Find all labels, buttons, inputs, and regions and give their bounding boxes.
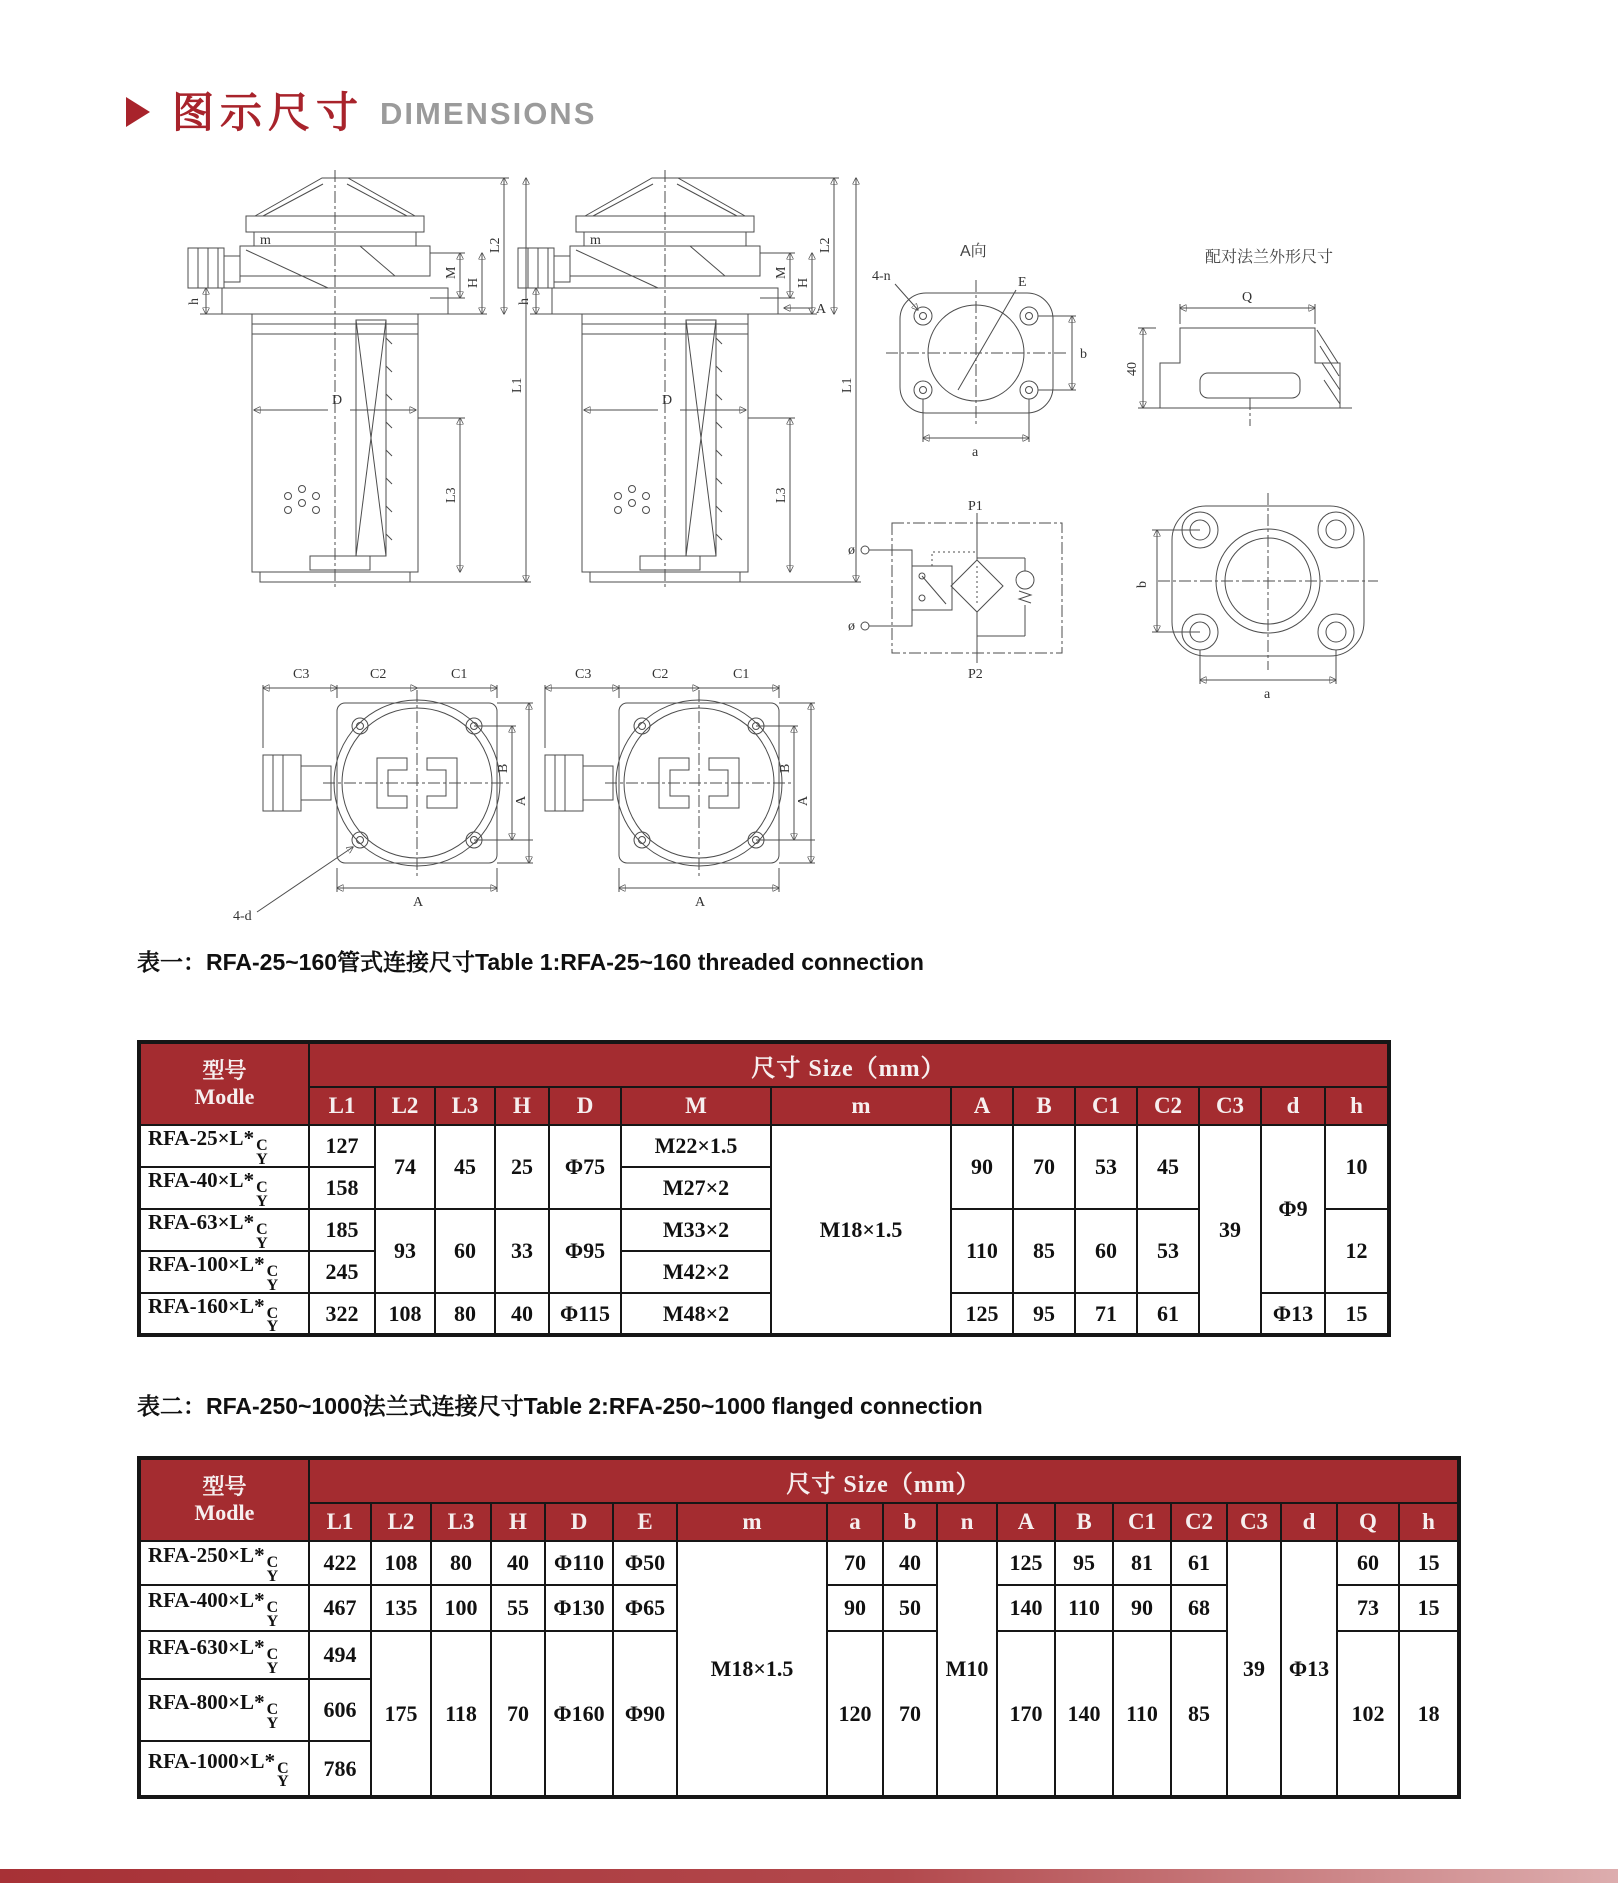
dim-label-D: D: [332, 393, 343, 408]
col-header-B: B: [1055, 1503, 1113, 1541]
col-header-d: d: [1261, 1087, 1325, 1125]
dim-label-M: M: [444, 266, 459, 279]
dim-cell: 70: [1013, 1125, 1075, 1209]
dim-cell: 81: [1113, 1541, 1171, 1585]
dim-label-E: E: [1018, 275, 1027, 290]
dim-cell: 245: [309, 1251, 375, 1293]
dim-cell: 80: [435, 1293, 495, 1335]
model-header: [139, 1042, 309, 1125]
col-header-A: A: [951, 1087, 1013, 1125]
dim-cell: 70: [883, 1631, 937, 1797]
table-row: [139, 1125, 1389, 1167]
dim-cell: 68: [1171, 1585, 1227, 1631]
dim-label-L1: L1: [510, 377, 525, 393]
model-cell: RFA-630×L* C Y: [139, 1631, 309, 1679]
dim-cell: 175: [371, 1631, 431, 1797]
dim-cell: 15: [1325, 1293, 1389, 1335]
dim-cell: M48×2: [621, 1293, 771, 1335]
model-header: [139, 1458, 309, 1541]
filter-top-view-1: [233, 667, 533, 924]
view-title: 配对法兰外形尺寸: [1205, 249, 1334, 266]
dim-cell: 90: [827, 1585, 883, 1631]
dim-cell: 55: [491, 1585, 545, 1631]
dim-label-h: h: [517, 298, 532, 305]
col-header-h: h: [1399, 1503, 1459, 1541]
model-cell: RFA-160×L* C Y: [139, 1293, 309, 1335]
dim-cell: 100: [431, 1585, 491, 1631]
model-cell: RFA-100×L* C Y: [139, 1251, 309, 1293]
dim-cell: 102: [1337, 1631, 1399, 1797]
dim-cell: 61: [1171, 1541, 1227, 1585]
dim-label-L2: L2: [488, 237, 503, 253]
dim-cell: 120: [827, 1631, 883, 1797]
dim-cell: 80: [431, 1541, 491, 1585]
model-cell: RFA-40×L* C Y: [139, 1167, 309, 1209]
col-header-L1: L1: [309, 1503, 371, 1541]
filter-section-view-1: [187, 170, 531, 588]
dim-cell: Φ65: [613, 1585, 677, 1631]
dim-cell: 127: [309, 1125, 375, 1167]
dim-label-M: M: [774, 266, 789, 279]
dim-cell: 140: [1055, 1631, 1113, 1797]
dim-cell: 467: [309, 1585, 371, 1631]
dim-cell: M10: [937, 1541, 997, 1797]
col-header-C3: C3: [1199, 1087, 1261, 1125]
dim-cell: 85: [1013, 1209, 1075, 1293]
dim-cell: 118: [431, 1631, 491, 1797]
table2-flanged-connection: [137, 1456, 1461, 1799]
model-header-cn: 型号: [202, 1057, 247, 1083]
dim-cell: 10: [1325, 1125, 1389, 1209]
col-header-A: A: [997, 1503, 1055, 1541]
dim-cell: 125: [951, 1293, 1013, 1335]
col-header-H: H: [491, 1503, 545, 1541]
dim-cell: 140: [997, 1585, 1055, 1631]
col-header-m: m: [677, 1503, 827, 1541]
dim-cell: 110: [951, 1209, 1013, 1293]
col-header-a: a: [827, 1503, 883, 1541]
col-header-C2: C2: [1137, 1087, 1199, 1125]
dim-cell: 170: [997, 1631, 1055, 1797]
dim-label-b: b: [1135, 581, 1150, 588]
filter-section-view-2: [517, 170, 861, 588]
dim-cell: Φ130: [545, 1585, 613, 1631]
dim-cell: 786: [309, 1741, 371, 1797]
model-cell: RFA-1000×L* C Y: [139, 1741, 309, 1797]
dim-cell: 85: [1171, 1631, 1227, 1797]
mating-flange-section-view: [1125, 248, 1352, 426]
page-subtitle: DIMENSIONS: [380, 96, 597, 131]
dim-label-H: H: [466, 277, 481, 288]
arrow-marker-icon: [126, 97, 150, 127]
dim-cell: Φ13: [1261, 1293, 1325, 1335]
dim-cell: 40: [495, 1293, 549, 1335]
dim-cell: 108: [375, 1293, 435, 1335]
col-header-E: E: [613, 1503, 677, 1541]
col-header-H: H: [495, 1087, 549, 1125]
terminal-phi: ø: [848, 543, 855, 558]
col-header-M: M: [621, 1087, 771, 1125]
col-header-L1: L1: [309, 1087, 375, 1125]
dim-cell: 15: [1399, 1585, 1459, 1631]
dim-label-40: 40: [1125, 362, 1140, 376]
dim-cell: 74: [375, 1125, 435, 1209]
technical-drawings: C3 C2 C1 B A A m h D M H L2 L1 L3 m h D M H L2 L1 L3 A A向 4-n E b a 配对法兰外形尺寸 Q 40 P1 P2 ø ø b a 4-d: [160, 158, 1440, 958]
a-direction-flange-view: [872, 242, 1087, 460]
dim-cell: 60: [1337, 1541, 1399, 1585]
model-cell: RFA-800×L* C Y: [139, 1679, 309, 1741]
dim-label-m: m: [260, 233, 271, 248]
page-header: [126, 80, 596, 140]
col-header-h: h: [1325, 1087, 1389, 1125]
dim-label-a: a: [972, 445, 979, 460]
dim-cell: 93: [375, 1209, 435, 1293]
col-header-b: b: [883, 1503, 937, 1541]
dim-label-b: b: [1080, 347, 1087, 362]
dim-cell: Φ13: [1281, 1541, 1337, 1797]
dim-cell: Φ160: [545, 1631, 613, 1797]
dim-label-h: h: [187, 298, 202, 305]
dim-cell: 70: [827, 1541, 883, 1585]
dim-cell: Φ110: [545, 1541, 613, 1585]
dim-cell: 494: [309, 1631, 371, 1679]
dim-cell: 185: [309, 1209, 375, 1251]
dim-cell: 18: [1399, 1631, 1459, 1797]
dim-cell: 45: [435, 1125, 495, 1209]
dim-cell: 70: [491, 1631, 545, 1797]
dim-cell: Φ95: [549, 1209, 621, 1293]
dim-cell: 135: [371, 1585, 431, 1631]
dim-cell: 606: [309, 1679, 371, 1741]
model-header-cn: 型号: [202, 1473, 247, 1499]
dim-cell: 53: [1075, 1125, 1137, 1209]
col-header-L3: L3: [431, 1503, 491, 1541]
dim-cell: M18×1.5: [677, 1541, 827, 1797]
size-header: 尺寸 Size（mm）: [309, 1458, 1459, 1503]
dim-cell: 61: [1137, 1293, 1199, 1335]
dim-cell: M42×2: [621, 1251, 771, 1293]
section-arrow-A: [784, 302, 827, 317]
dim-cell: 39: [1199, 1125, 1261, 1335]
dim-cell: 60: [1075, 1209, 1137, 1293]
dim-cell: 40: [883, 1541, 937, 1585]
dim-label-L3: L3: [444, 487, 459, 503]
size-header: 尺寸 Size（mm）: [309, 1042, 1389, 1087]
dim-cell: 322: [309, 1293, 375, 1335]
dim-cell: 50: [883, 1585, 937, 1631]
dim-cell: 110: [1113, 1631, 1171, 1797]
dim-label-4n: 4-n: [872, 269, 891, 284]
dim-cell: Φ9: [1261, 1125, 1325, 1293]
model-cell: RFA-25×L* C Y: [139, 1125, 309, 1167]
model-cell: RFA-400×L* C Y: [139, 1585, 309, 1631]
dim-cell: M22×1.5: [621, 1125, 771, 1167]
dim-cell: 71: [1075, 1293, 1137, 1335]
dim-cell: 40: [491, 1541, 545, 1585]
port-label-p2: P2: [968, 667, 983, 682]
table1-caption: 表一：RFA-25~160管式连接尺寸Table 1:RFA-25~160 threaded connection: [137, 949, 924, 975]
col-header-Q: Q: [1337, 1503, 1399, 1541]
col-header-d: d: [1281, 1503, 1337, 1541]
col-header-C1: C1: [1075, 1087, 1137, 1125]
dim-cell: 15: [1399, 1541, 1459, 1585]
dim-cell: 110: [1055, 1585, 1113, 1631]
model-header-en: Modle: [194, 1500, 255, 1525]
col-header-C3: C3: [1227, 1503, 1281, 1541]
dim-cell: 73: [1337, 1585, 1399, 1631]
model-cell: RFA-250×L* C Y: [139, 1541, 309, 1585]
dim-cell: 53: [1137, 1209, 1199, 1293]
page-footer-band: [0, 1869, 1618, 1883]
model-header-en: Modle: [194, 1084, 255, 1109]
dim-cell: 12: [1325, 1209, 1389, 1293]
dim-cell: Φ115: [549, 1293, 621, 1335]
dim-label-Q: Q: [1242, 290, 1253, 305]
dim-cell: M18×1.5: [771, 1125, 951, 1335]
dim-cell: 108: [371, 1541, 431, 1585]
port-label-p1: P1: [968, 499, 983, 514]
dim-cell: 422: [309, 1541, 371, 1585]
hydraulic-schematic: [848, 499, 1062, 682]
dim-cell: 33: [495, 1209, 549, 1293]
col-header-n: n: [937, 1503, 997, 1541]
dim-cell: 95: [1013, 1293, 1075, 1335]
dim-label-L3: L3: [774, 487, 789, 503]
dim-cell: 158: [309, 1167, 375, 1209]
dim-label-L1: L1: [840, 377, 855, 393]
dim-label-L2: L2: [818, 237, 833, 253]
dim-cell: M27×2: [621, 1167, 771, 1209]
view-title: A向: [960, 243, 987, 260]
dim-label-m: m: [590, 233, 601, 248]
flange-face-view: [1135, 493, 1378, 702]
col-header-B: B: [1013, 1087, 1075, 1125]
dim-label-D: D: [662, 393, 673, 408]
dim-cell: 45: [1137, 1125, 1199, 1209]
col-header-L2: L2: [371, 1503, 431, 1541]
col-header-C1: C1: [1113, 1503, 1171, 1541]
col-header-D: D: [545, 1503, 613, 1541]
dim-cell: Φ75: [549, 1125, 621, 1209]
filter-top-view-2: [545, 667, 815, 910]
col-header-C2: C2: [1171, 1503, 1227, 1541]
dim-cell: Φ50: [613, 1541, 677, 1585]
dim-label-4d: 4-d: [233, 909, 252, 924]
dim-cell: M33×2: [621, 1209, 771, 1251]
dim-cell: Φ90: [613, 1631, 677, 1797]
table2-caption: 表二：RFA-250~1000法兰式连接尺寸Table 2:RFA-250~1000 flanged connection: [137, 1393, 983, 1419]
terminal-phi: ø: [848, 619, 855, 634]
dim-cell: 39: [1227, 1541, 1281, 1797]
dim-cell: 25: [495, 1125, 549, 1209]
dim-label-a: a: [1264, 687, 1271, 702]
col-header-L3: L3: [435, 1087, 495, 1125]
dim-cell: 90: [951, 1125, 1013, 1209]
table-row: [139, 1541, 1459, 1585]
page-title: 图示尺寸: [172, 89, 365, 136]
dim-cell: 125: [997, 1541, 1055, 1585]
dim-cell: 95: [1055, 1541, 1113, 1585]
col-header-D: D: [549, 1087, 621, 1125]
col-header-m: m: [771, 1087, 951, 1125]
col-header-L2: L2: [375, 1087, 435, 1125]
dim-label-A: A: [816, 302, 827, 317]
dim-cell: 60: [435, 1209, 495, 1293]
model-cell: RFA-63×L* C Y: [139, 1209, 309, 1251]
table1-threaded-connection: [137, 1040, 1391, 1337]
dim-label-H: H: [796, 277, 811, 288]
dim-cell: 90: [1113, 1585, 1171, 1631]
